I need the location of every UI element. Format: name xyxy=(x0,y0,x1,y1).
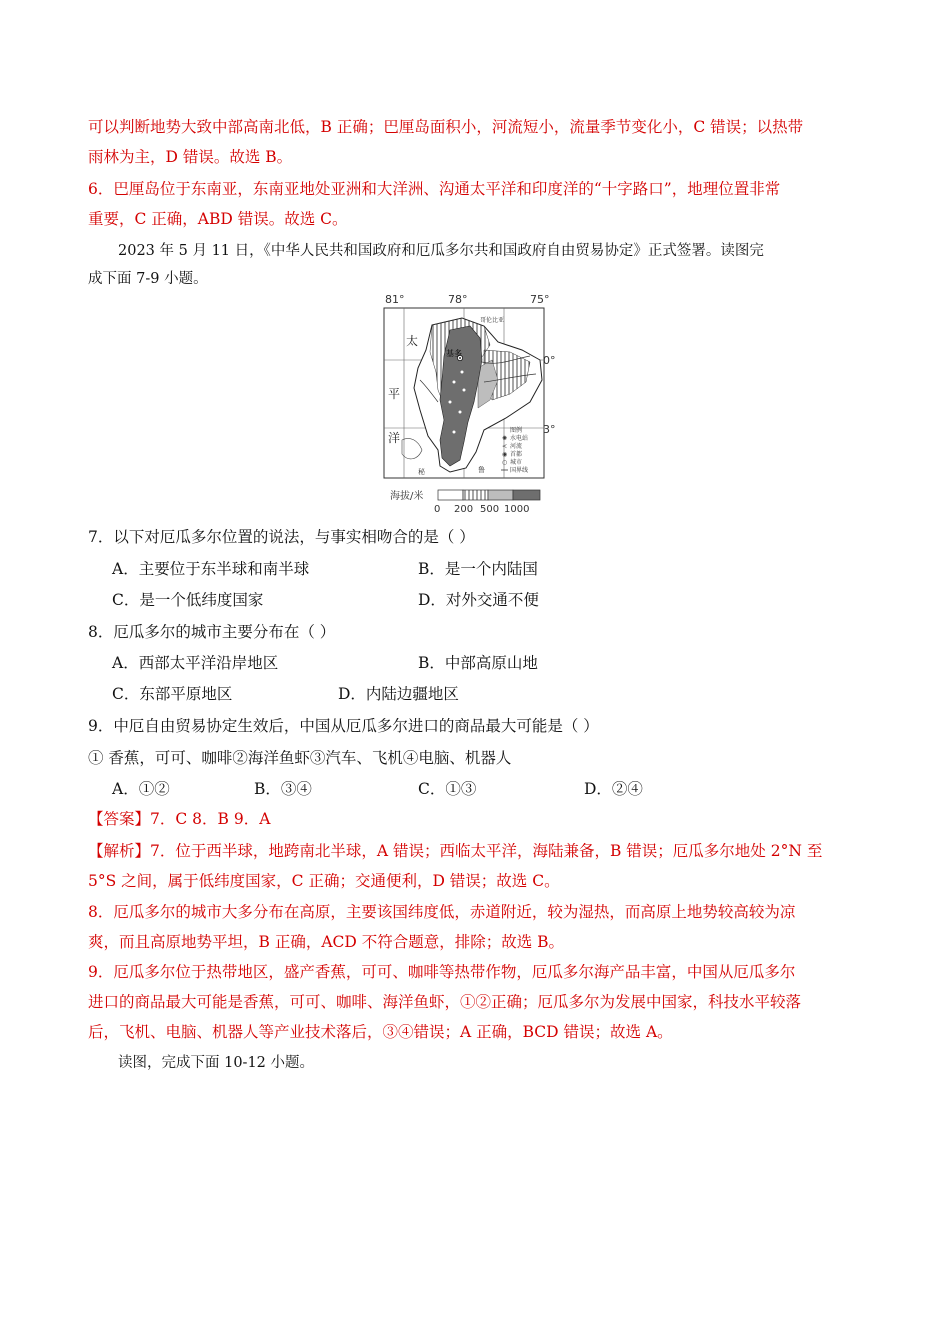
analysis-line: 进口的商品最大可能是香蕉，可可、咖啡、海洋鱼虾，①②正确；厄瓜多尔为发展中国家，科技水平较落 xyxy=(88,993,802,1011)
ocean-label: 洋 xyxy=(388,431,401,445)
q9-option-b[interactable]: B．③④ xyxy=(254,780,312,798)
text-line: 重要，C 正确，ABD 错误。故选 C。 xyxy=(88,210,348,228)
question-9-items: ① 香蕉，可可、咖啡②海洋鱼虾③汽车、飞机④电脑、机器人 xyxy=(88,749,512,767)
lon-label: 78° xyxy=(448,293,468,306)
legend-item: 河流 xyxy=(510,443,523,450)
question-intro: 成下面 7-9 小题。 xyxy=(88,271,208,287)
answer-line: 【答案】7．C 8．B 9．A xyxy=(88,810,271,828)
scale-label: 海拔/米 xyxy=(390,491,424,502)
lon-label: 75° xyxy=(530,293,550,306)
legend-icon: ○ xyxy=(502,459,508,466)
country-label: 哥伦比亚 xyxy=(480,317,505,324)
legend-item: 首都 xyxy=(510,451,523,458)
text-line: 雨林为主，D 错误。故选 B。 xyxy=(88,148,293,166)
country-label: 鲁 xyxy=(478,466,485,474)
lon-label: 81° xyxy=(385,293,405,306)
ecuador-map xyxy=(380,290,560,515)
lat-label: 3° xyxy=(543,423,556,436)
ocean-label: 太 xyxy=(406,334,419,348)
legend-icon: ≺ xyxy=(502,443,508,450)
capital-label: 基多 xyxy=(446,349,462,358)
scale-value: 0 xyxy=(434,504,441,515)
text-line: 可以判断地势大致中部高南北低，B 正确；巴厘岛面积小，河流短小，流量季节变化小，C 错误；以热带 xyxy=(88,118,804,136)
q9-option-c[interactable]: C．①③ xyxy=(418,780,477,798)
analysis-line: 9．厄瓜多尔位于热带地区，盛产香蕉，可可、咖啡等热带作物，厄瓜多尔海产品丰富，中国从厄瓜多尔 xyxy=(88,963,796,981)
analysis-line: 后，飞机、电脑、机器人等产业技术落后，③④错误；A 正确，BCD 错误；故选 A。 xyxy=(88,1023,673,1041)
lat-label: 0° xyxy=(543,354,556,367)
scale-value: 200 xyxy=(454,504,474,515)
question-7-stem: 7．以下对厄瓜多尔位置的说法，与事实相吻合的是（ ） xyxy=(88,528,475,546)
scale-value: 1000 xyxy=(504,504,530,515)
q7-option-d[interactable]: D．对外交通不便 xyxy=(418,591,539,609)
question-9-stem: 9．中厄自由贸易协定生效后，中国从厄瓜多尔进口的商品最大可能是（ ） xyxy=(88,717,599,735)
q9-option-d[interactable]: D．②④ xyxy=(584,780,643,798)
analysis-line: 5°S 之间，属于低纬度国家，C 正确；交通便利，D 错误；故选 C。 xyxy=(88,872,560,890)
question-intro: 2023 年 5 月 11 日，《中华人民共和国政府和厄瓜多尔共和国政府自由贸易协定》正式签署。读图完 xyxy=(118,243,764,259)
q8-option-b[interactable]: B．中部高原山地 xyxy=(418,654,538,672)
question-8-stem: 8．厄瓜多尔的城市主要分布在（ ） xyxy=(88,623,336,641)
analysis-line: 【解析】7．位于西半球，地跨南北半球，A 错误；西临太平洋，海陆兼备，B 错误；厄瓜多尔地处 2°N 至 xyxy=(88,842,823,860)
q8-option-d[interactable]: D．内陆边疆地区 xyxy=(338,685,459,703)
q9-option-a[interactable]: A．①② xyxy=(112,780,170,798)
text-line: 6．巴厘岛位于东南亚，东南亚地处亚洲和大洋洲、沟通太平洋和印度洋的“十字路口”，地理位置非常 xyxy=(88,180,781,198)
legend-icon: ◉ xyxy=(502,451,508,458)
q8-option-a[interactable]: A．西部太平洋沿岸地区 xyxy=(112,654,279,672)
legend-item: 国界线 xyxy=(510,467,529,474)
q7-option-c[interactable]: C．是一个低纬度国家 xyxy=(112,591,264,609)
legend-icon: ✺ xyxy=(502,435,508,442)
legend-title: 图例 xyxy=(510,427,523,434)
ocean-label: 平 xyxy=(388,387,401,401)
analysis-line: 爽，而且高原地势平坦，B 正确，ACD 不符合题意，排除；故选 B。 xyxy=(88,933,565,951)
q8-option-c[interactable]: C．东部平原地区 xyxy=(112,685,233,703)
scale-value: 500 xyxy=(480,504,500,515)
q7-option-b[interactable]: B．是一个内陆国 xyxy=(418,560,538,578)
analysis-line: 8．厄瓜多尔的城市大多分布在高原，主要该国纬度低，赤道附近，较为湿热，而高原上地势较高较为凉 xyxy=(88,903,796,921)
country-label: 秘 xyxy=(418,468,425,476)
legend-item: 城市 xyxy=(510,459,523,466)
q7-option-a[interactable]: A．主要位于东半球和南半球 xyxy=(112,560,310,578)
legend-item: 水电站 xyxy=(510,435,529,442)
next-question-intro: 读图，完成下面 10-12 小题。 xyxy=(118,1055,315,1071)
